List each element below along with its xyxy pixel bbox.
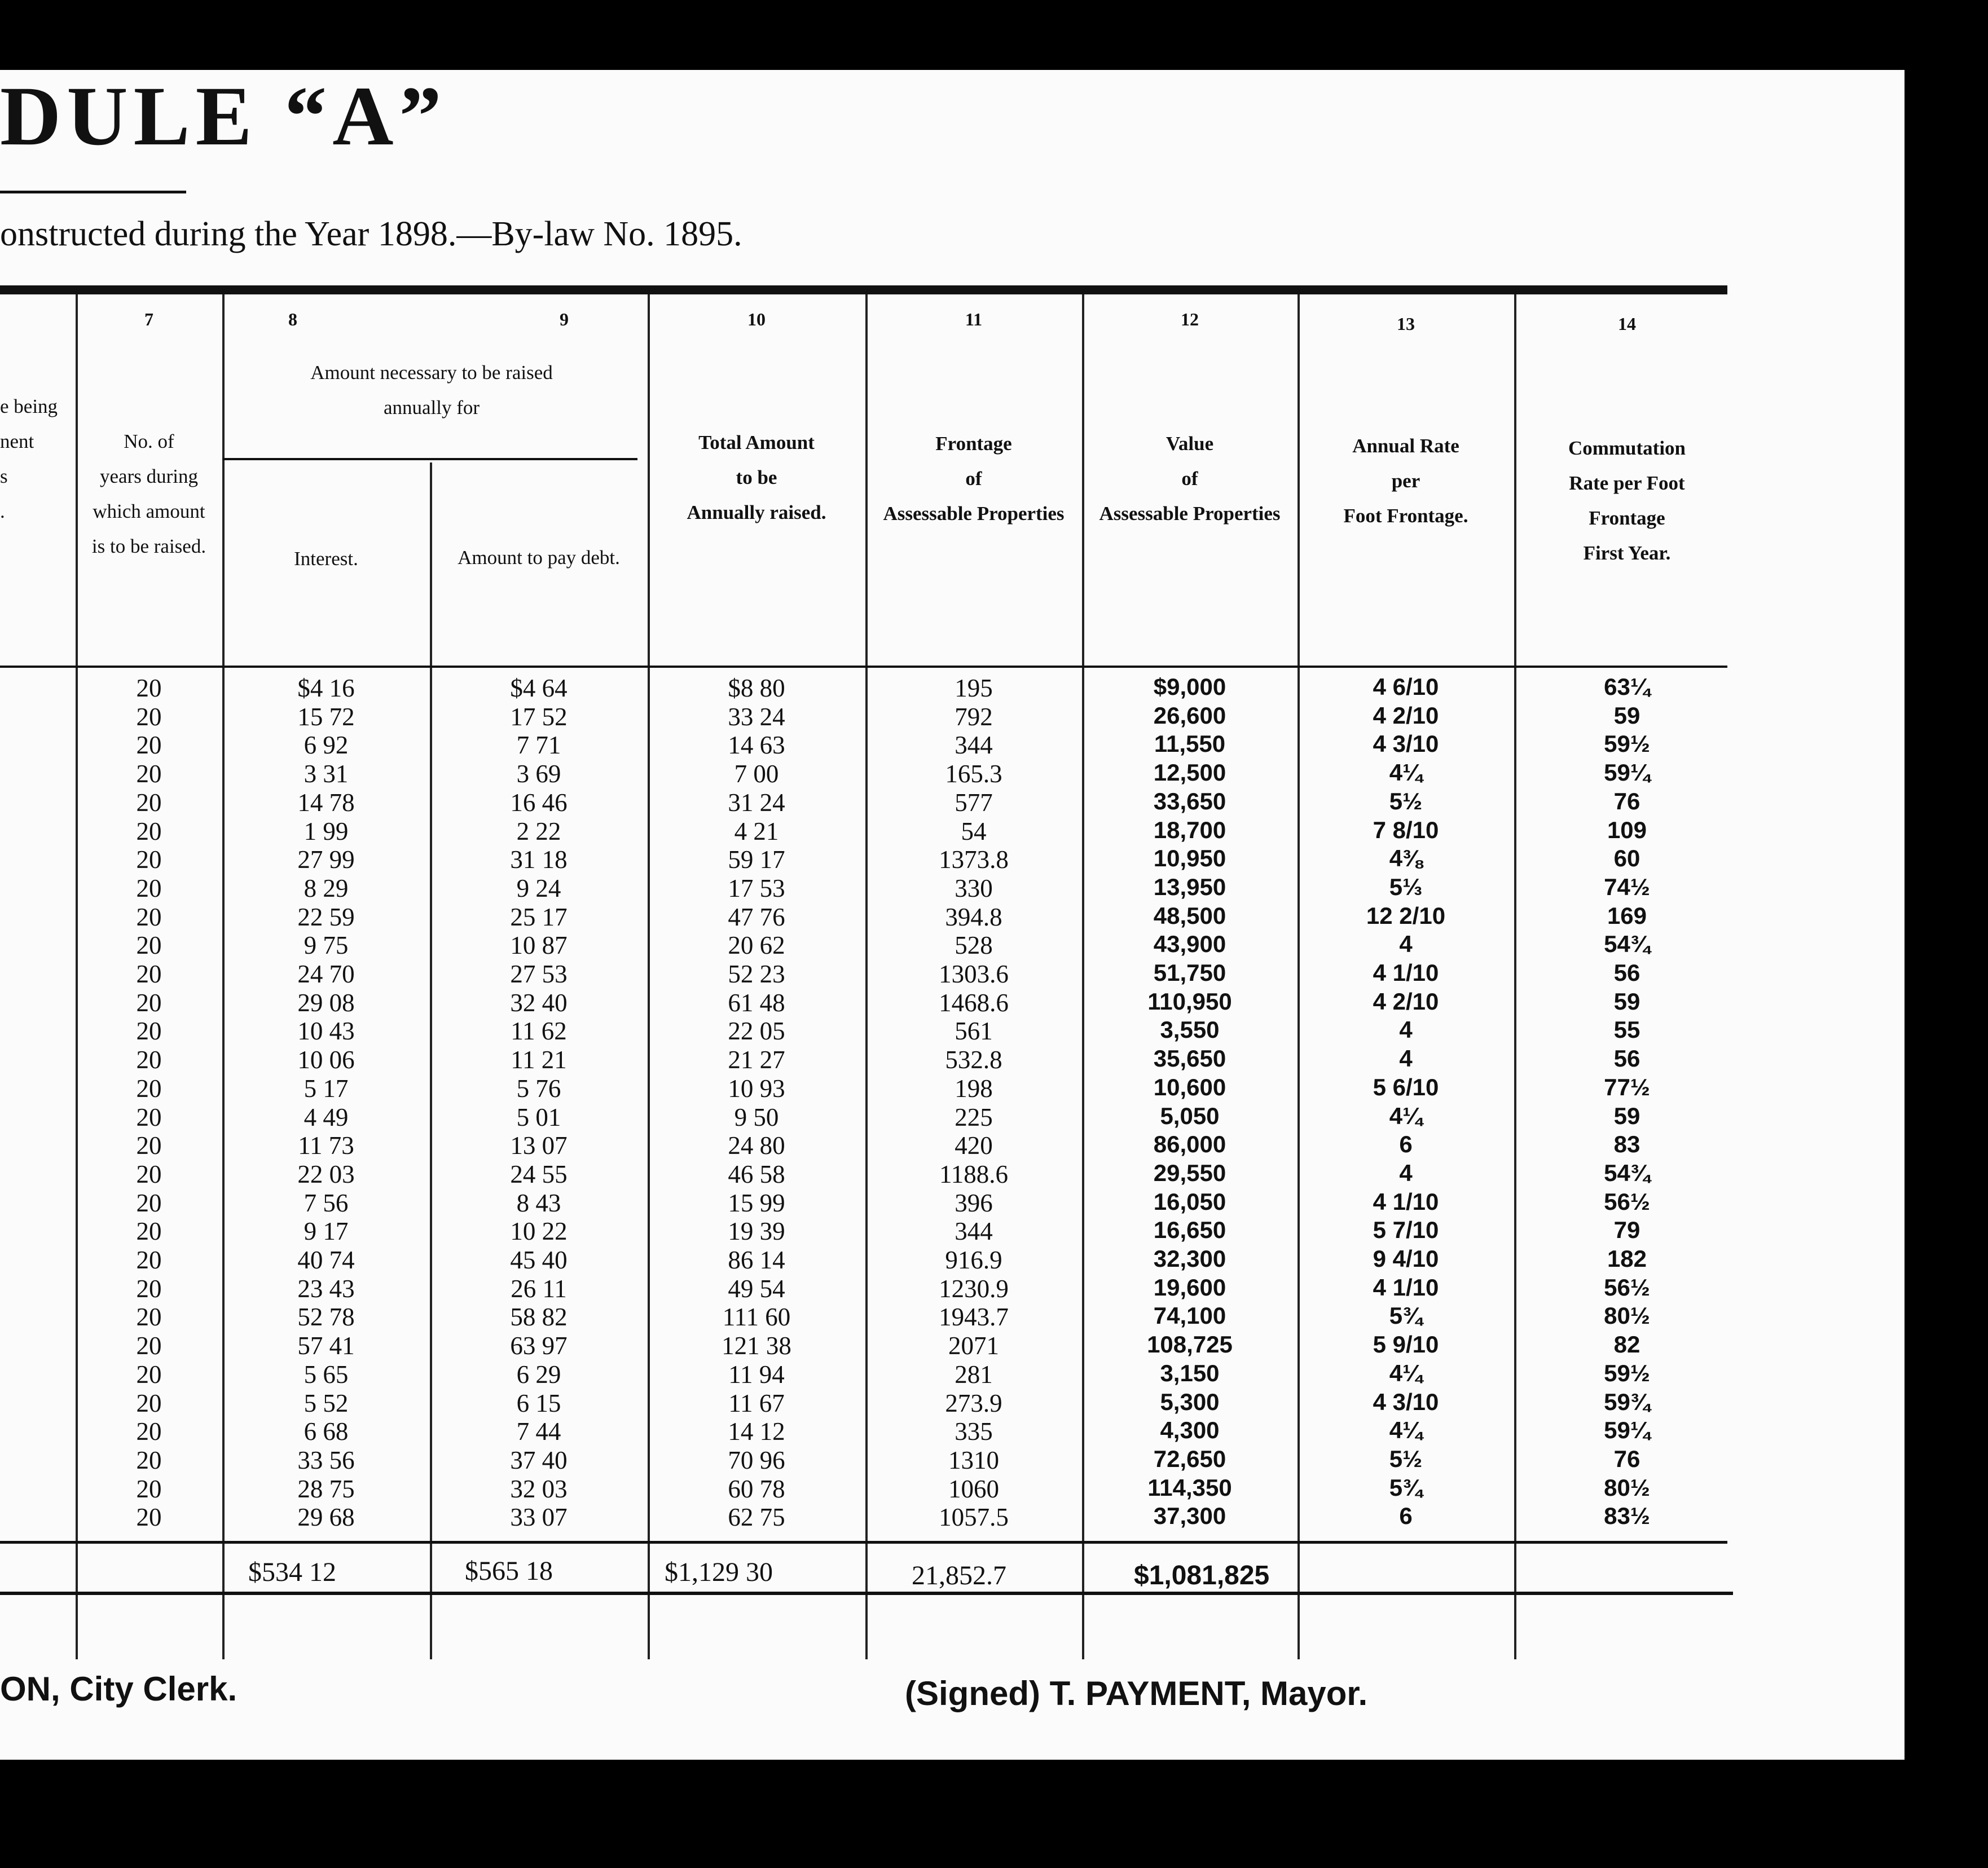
table-cell: 4 bbox=[1399, 931, 1413, 957]
column-number: 10 bbox=[747, 309, 766, 329]
table-cell: 6 15 bbox=[516, 1389, 561, 1417]
table-cell: 86,000 bbox=[1153, 1131, 1226, 1157]
table-cell: 33 24 bbox=[728, 703, 785, 731]
table-cell: 59¼ bbox=[1604, 759, 1650, 786]
table-cell: 4¼ bbox=[1389, 1417, 1423, 1443]
table-cell: 62 75 bbox=[728, 1503, 785, 1531]
table-cell: 7 44 bbox=[516, 1417, 561, 1446]
table-cell: 52 78 bbox=[297, 1303, 355, 1331]
table-cell: 29 08 bbox=[297, 989, 355, 1017]
table-cell: 4 49 bbox=[304, 1103, 349, 1131]
table-cell: 20 bbox=[136, 703, 162, 731]
table-cell: 59 bbox=[1613, 1103, 1640, 1129]
table-cell: 59¼ bbox=[1604, 1417, 1650, 1443]
table-cell: 20 bbox=[136, 674, 162, 702]
table-cell: 6 bbox=[1399, 1503, 1413, 1529]
table-cell: 27 53 bbox=[510, 960, 568, 988]
table-cell: 32,300 bbox=[1153, 1245, 1226, 1272]
table-cell: 58 82 bbox=[510, 1303, 568, 1331]
table-cell: 6 bbox=[1399, 1131, 1413, 1157]
table-cell: 4 3/10 bbox=[1373, 1389, 1439, 1415]
table-cell: 83½ bbox=[1604, 1503, 1650, 1529]
table-cell: 10 43 bbox=[297, 1017, 355, 1045]
table-cell: 109 bbox=[1607, 817, 1647, 843]
table-cell: 5¾ bbox=[1389, 1302, 1423, 1329]
table-cell: 77½ bbox=[1604, 1074, 1650, 1100]
table-cell: 29 68 bbox=[297, 1503, 355, 1531]
table-cell: 22 05 bbox=[728, 1017, 785, 1045]
table-cell: 532.8 bbox=[945, 1046, 1002, 1074]
table-cell: 394.8 bbox=[945, 903, 1002, 931]
table-cell: 63 97 bbox=[510, 1332, 568, 1360]
table-cell: 59 17 bbox=[728, 845, 785, 874]
table-cell: 2071 bbox=[948, 1332, 999, 1360]
table-cell: 22 59 bbox=[297, 903, 355, 931]
table-cell: 20 bbox=[136, 1303, 162, 1331]
table-cell: 59 bbox=[1613, 988, 1640, 1015]
total-frontage: 21,852.7 bbox=[912, 1561, 1006, 1591]
table-cell: 26 11 bbox=[511, 1275, 567, 1303]
column-number: 14 bbox=[1618, 314, 1636, 334]
table-cell: 13,950 bbox=[1153, 874, 1226, 900]
table-cell: 2 22 bbox=[516, 817, 561, 845]
table-cell: 79 bbox=[1613, 1217, 1640, 1243]
table-cell: 4 1/10 bbox=[1373, 1274, 1439, 1301]
table-cell: 11 94 bbox=[728, 1360, 785, 1389]
total-value: $1,081,825 bbox=[1134, 1561, 1270, 1591]
table-cell: 4 bbox=[1399, 1160, 1413, 1186]
table-cell: 25 17 bbox=[510, 903, 568, 931]
table-cell: 4¼ bbox=[1389, 1103, 1423, 1129]
table-cell: 5 65 bbox=[304, 1360, 349, 1389]
table-cell: 5¾ bbox=[1389, 1474, 1423, 1501]
table-cell: 60 78 bbox=[728, 1475, 785, 1503]
table-cell: $4 16 bbox=[297, 674, 355, 702]
table-cell: 24 80 bbox=[728, 1131, 785, 1160]
table-cell: 11 67 bbox=[728, 1389, 785, 1417]
table-cell: 1188.6 bbox=[939, 1160, 1009, 1188]
table-cell: 4⅜ bbox=[1389, 845, 1423, 871]
table-cell: 5,050 bbox=[1160, 1103, 1220, 1129]
table-cell: 24 55 bbox=[510, 1160, 568, 1188]
table-cell: 20 bbox=[136, 1503, 162, 1531]
table-cell: 74,100 bbox=[1153, 1302, 1226, 1329]
table-cell: 76 bbox=[1613, 1446, 1640, 1472]
table-cell: 17 53 bbox=[728, 874, 785, 902]
table-cell: 32 03 bbox=[510, 1475, 568, 1503]
table-cell: 20 bbox=[136, 874, 162, 902]
table-cell: 1303.6 bbox=[939, 960, 1009, 988]
column-number: 11 bbox=[965, 309, 983, 329]
table-cell: 4 bbox=[1399, 1016, 1413, 1043]
table-cell: 420 bbox=[955, 1131, 993, 1160]
table-cell: 18,700 bbox=[1153, 817, 1226, 843]
table-cell: 52 23 bbox=[728, 960, 785, 988]
table-cell: 74½ bbox=[1604, 874, 1650, 900]
table-cell: 7 71 bbox=[516, 731, 561, 759]
table-cell: 20 bbox=[136, 1103, 162, 1131]
table-cell: 12 2/10 bbox=[1366, 902, 1446, 929]
table-cell: 5⅓ bbox=[1389, 874, 1423, 900]
table-cell: 1060 bbox=[948, 1475, 999, 1503]
table-cell: $9,000 bbox=[1153, 673, 1226, 700]
table-cell: 59½ bbox=[1604, 730, 1650, 757]
table-cell: 51,750 bbox=[1153, 959, 1226, 986]
top-thick-rule bbox=[0, 285, 1727, 294]
table-cell: 37 40 bbox=[510, 1446, 568, 1474]
table-cell: 7 56 bbox=[304, 1189, 349, 1217]
table-cell: 4 1/10 bbox=[1373, 959, 1439, 986]
table-cell: 9 17 bbox=[304, 1217, 349, 1245]
table-cell: 10,600 bbox=[1153, 1074, 1226, 1100]
table-cell: 20 bbox=[136, 1189, 162, 1217]
table-cell: 17 52 bbox=[510, 703, 568, 731]
totals-bottom-rule bbox=[0, 1592, 1733, 1595]
table-cell: 15 72 bbox=[297, 703, 355, 731]
table-cell: 1057.5 bbox=[939, 1503, 1009, 1531]
table-cell: 20 bbox=[136, 845, 162, 874]
totals-top-rule bbox=[0, 1541, 1727, 1544]
table-cell: 20 bbox=[136, 960, 162, 988]
table-cell: 56 bbox=[1613, 959, 1640, 986]
table-cell: 4 1/10 bbox=[1373, 1188, 1439, 1215]
table-cell: 43,900 bbox=[1153, 931, 1226, 957]
table-cell: 561 bbox=[955, 1017, 993, 1045]
table-cell: 5½ bbox=[1389, 788, 1423, 814]
table-cell: 20 bbox=[136, 1332, 162, 1360]
table-cell: 29,550 bbox=[1153, 1160, 1226, 1186]
table-cell: 4¼ bbox=[1389, 1360, 1423, 1386]
table-cell: 11 62 bbox=[511, 1017, 567, 1045]
table-cell: 108,725 bbox=[1147, 1331, 1233, 1358]
column-number: 9 bbox=[560, 309, 569, 329]
group-header-rule bbox=[222, 458, 637, 460]
table-cell: 20 bbox=[136, 1246, 162, 1274]
table-cell: 33 07 bbox=[510, 1503, 568, 1531]
table-cell: 9 4/10 bbox=[1373, 1245, 1439, 1272]
table-cell: 59 bbox=[1613, 702, 1640, 729]
table-cell: 4 21 bbox=[734, 817, 779, 845]
table-cell: 10 93 bbox=[728, 1074, 785, 1103]
table-cell: 330 bbox=[955, 874, 993, 902]
table-cell: 4¼ bbox=[1389, 759, 1423, 786]
table-cell: 1230.9 bbox=[939, 1275, 1009, 1303]
table-cell: 20 bbox=[136, 817, 162, 845]
table-cell: 3,550 bbox=[1160, 1016, 1220, 1043]
schedule-subtitle: onstructed during the Year 1898.—By-law No. 1895. bbox=[0, 215, 742, 253]
table-cell: 72,650 bbox=[1153, 1446, 1226, 1472]
table-cell: 20 bbox=[136, 989, 162, 1017]
table-cell: 10 87 bbox=[510, 931, 568, 959]
header-amount-to-pay-debt: Amount to pay debt. bbox=[458, 547, 620, 569]
table-cell: 1373.8 bbox=[939, 845, 1009, 874]
table-cell: 3 69 bbox=[516, 760, 561, 788]
table-cell: 5 9/10 bbox=[1373, 1331, 1439, 1358]
group-header-amount-necessary: Amount necessary to be raised annually for bbox=[310, 362, 553, 418]
table-cell: 16 46 bbox=[510, 788, 568, 817]
table-cell: 5,300 bbox=[1160, 1389, 1220, 1415]
table-cell: 9 24 bbox=[516, 874, 561, 902]
table-cell: 4 3/10 bbox=[1373, 730, 1439, 757]
header-bottom-rule bbox=[0, 666, 1727, 668]
table-cell: 20 bbox=[136, 1475, 162, 1503]
table-cell: 528 bbox=[955, 931, 993, 959]
table-cell: 76 bbox=[1613, 788, 1640, 814]
table-cell: 5 52 bbox=[304, 1389, 349, 1417]
table-cell: 80½ bbox=[1604, 1474, 1650, 1501]
table-cell: 20 62 bbox=[728, 931, 785, 959]
table-cell: 9 50 bbox=[734, 1103, 779, 1131]
table-cell: 792 bbox=[955, 703, 993, 731]
table-cell: 6 68 bbox=[304, 1417, 349, 1446]
table-cell: 20 bbox=[136, 931, 162, 959]
table-cell: 111 60 bbox=[722, 1303, 791, 1331]
table-cell: 70 96 bbox=[728, 1446, 785, 1474]
table-cell: 54¾ bbox=[1604, 931, 1650, 957]
table-cell: 54¾ bbox=[1604, 1160, 1650, 1186]
table-cell: 169 bbox=[1607, 902, 1647, 929]
table-cell: 3 31 bbox=[304, 760, 349, 788]
table-cell: 4,300 bbox=[1160, 1417, 1220, 1443]
table-cell: 23 43 bbox=[297, 1275, 355, 1303]
title-underline bbox=[0, 191, 186, 193]
table-cell: 56 bbox=[1613, 1045, 1640, 1072]
table-cell: 21 27 bbox=[728, 1046, 785, 1074]
table-cell: 13 07 bbox=[510, 1131, 568, 1160]
table-cell: 55 bbox=[1613, 1016, 1640, 1043]
table-cell: 9 75 bbox=[304, 931, 349, 959]
table-cell: 1 99 bbox=[304, 817, 349, 845]
table-cell: 14 12 bbox=[728, 1417, 785, 1446]
table-cell: 20 bbox=[136, 788, 162, 817]
table-cell: 60 bbox=[1613, 845, 1640, 871]
table-cell: 47 76 bbox=[728, 903, 785, 931]
table-cell: $8 80 bbox=[728, 674, 785, 702]
table-cell: 33,650 bbox=[1153, 788, 1226, 814]
table-cell: 20 bbox=[136, 903, 162, 931]
table-cell: 28 75 bbox=[297, 1475, 355, 1503]
table-cell: 4 2/10 bbox=[1373, 988, 1439, 1015]
table-cell: 32 40 bbox=[510, 989, 568, 1017]
table-cell: 59¾ bbox=[1604, 1389, 1650, 1415]
header-years: No. of years during which amount is to be raised. bbox=[91, 430, 206, 557]
column-number: 8 bbox=[288, 309, 297, 329]
table-cell: 916.9 bbox=[945, 1246, 1002, 1274]
table-cell: 165.3 bbox=[945, 760, 1002, 788]
table-cell: 10 22 bbox=[510, 1217, 568, 1245]
total-debt: $565 18 bbox=[465, 1556, 553, 1586]
table-cell: 11,550 bbox=[1154, 730, 1226, 757]
table-cell: 4 2/10 bbox=[1373, 702, 1439, 729]
table-cell: 20 bbox=[136, 1074, 162, 1103]
table-cell: 6 29 bbox=[516, 1360, 561, 1389]
table-cell: 20 bbox=[136, 1389, 162, 1417]
city-clerk-signature: ON, City Clerk. bbox=[0, 1670, 237, 1708]
table-cell: 20 bbox=[136, 1017, 162, 1045]
table-cell: 8 43 bbox=[516, 1189, 561, 1217]
table-cell: 20 bbox=[136, 731, 162, 759]
table-cell: 86 14 bbox=[728, 1246, 785, 1274]
table-cell: 15 99 bbox=[728, 1189, 785, 1217]
header-total-amount: Total Amount to be Annually raised. bbox=[687, 431, 826, 523]
table-cell: 56½ bbox=[1604, 1274, 1650, 1301]
table-cell: 16,650 bbox=[1153, 1217, 1226, 1243]
table-cell: 27 99 bbox=[297, 845, 355, 874]
table-cell: 59½ bbox=[1604, 1360, 1650, 1386]
table-cell: 5 7/10 bbox=[1373, 1217, 1439, 1243]
table-cell: 273.9 bbox=[945, 1389, 1002, 1417]
table-cell: 20 bbox=[136, 760, 162, 788]
table-cell: 49 54 bbox=[728, 1275, 785, 1303]
table-cell: 5½ bbox=[1389, 1446, 1423, 1472]
table-cell: 577 bbox=[955, 788, 993, 817]
table-cell: 10,950 bbox=[1153, 845, 1226, 871]
column-number: 13 bbox=[1397, 314, 1415, 334]
table-cell: 396 bbox=[955, 1189, 993, 1217]
table-cell: 114,350 bbox=[1147, 1474, 1232, 1501]
table-cell: 7 8/10 bbox=[1373, 817, 1439, 843]
total-annual-amount: $1,129 30 bbox=[665, 1557, 773, 1587]
table-cell: 6 92 bbox=[304, 731, 349, 759]
table-cell: 344 bbox=[955, 1217, 993, 1245]
table-cell: 11 73 bbox=[298, 1131, 354, 1160]
table-cell: 24 70 bbox=[297, 960, 355, 988]
table-cell: 344 bbox=[955, 731, 993, 759]
table-cell: 20 bbox=[136, 1046, 162, 1074]
table-cell: 82 bbox=[1613, 1331, 1640, 1358]
table-cell: 31 24 bbox=[728, 788, 785, 817]
table-cell: 14 63 bbox=[728, 731, 785, 759]
table-cell: 20 bbox=[136, 1275, 162, 1303]
table-cell: 14 78 bbox=[297, 788, 355, 817]
table-cell: 83 bbox=[1613, 1131, 1640, 1157]
table-cell: 46 58 bbox=[728, 1160, 785, 1188]
table-cell: 4 bbox=[1399, 1045, 1413, 1072]
table-cell: 20 bbox=[136, 1131, 162, 1160]
table-cell: 1310 bbox=[948, 1446, 999, 1474]
table-cell: 110,950 bbox=[1147, 988, 1232, 1015]
table-cell: 5 76 bbox=[516, 1074, 561, 1103]
mayor-signature: (Signed) T. PAYMENT, Mayor. bbox=[905, 1675, 1368, 1712]
table-cell: 12,500 bbox=[1153, 759, 1226, 786]
table-cell: 11 21 bbox=[511, 1046, 567, 1074]
table-cell: 20 bbox=[136, 1217, 162, 1245]
table-cell: 20 bbox=[136, 1417, 162, 1446]
header-commutation-rate: Commutation Rate per Foot Frontage First Year. bbox=[1568, 437, 1686, 564]
table-cell: 22 03 bbox=[297, 1160, 355, 1188]
table-cell: 16,050 bbox=[1153, 1188, 1226, 1215]
table-cell: 57 41 bbox=[297, 1332, 355, 1360]
table-cell: 1468.6 bbox=[939, 989, 1009, 1017]
table-cell: 121 38 bbox=[722, 1332, 791, 1360]
table-cell: 335 bbox=[955, 1417, 993, 1446]
header-value: Value of Assessable Properties bbox=[1099, 433, 1281, 525]
header-annual-rate: Annual Rate per Foot Frontage. bbox=[1343, 435, 1468, 527]
table-cell: 54 bbox=[961, 817, 987, 845]
table-cell: 61 48 bbox=[728, 989, 785, 1017]
header-interest: Interest. bbox=[294, 548, 358, 570]
table-cell: 182 bbox=[1607, 1245, 1647, 1272]
table-cell: 225 bbox=[955, 1103, 993, 1131]
table-cell: 5 6/10 bbox=[1373, 1074, 1439, 1100]
table-cell: 26,600 bbox=[1153, 702, 1226, 729]
table-cell: 35,650 bbox=[1153, 1045, 1226, 1072]
table-cell: 31 18 bbox=[510, 845, 568, 874]
table-cell: 4 6/10 bbox=[1373, 673, 1439, 700]
schedule-title: DULE “A” bbox=[0, 69, 447, 163]
table-cell: 5 17 bbox=[304, 1074, 349, 1103]
table-cell: 19,600 bbox=[1153, 1274, 1226, 1301]
table-cell: $4 64 bbox=[510, 674, 568, 702]
table-cell: 7 00 bbox=[734, 760, 779, 788]
table-cell: 20 bbox=[136, 1360, 162, 1389]
table-cell: 37,300 bbox=[1153, 1503, 1226, 1529]
table-cell: 281 bbox=[955, 1360, 993, 1389]
table-cell: 20 bbox=[136, 1446, 162, 1474]
table-cell: 45 40 bbox=[510, 1246, 568, 1274]
table-cell: 19 39 bbox=[728, 1217, 785, 1245]
table-cell: 1943.7 bbox=[939, 1303, 1009, 1331]
partial-left-header: e being nent s . bbox=[0, 395, 58, 522]
table-cell: 8 29 bbox=[304, 874, 349, 902]
table-cell: 63¼ bbox=[1604, 673, 1650, 700]
table-cell: 10 06 bbox=[297, 1046, 355, 1074]
table-cell: 198 bbox=[955, 1074, 993, 1103]
column-number: 12 bbox=[1181, 309, 1199, 329]
header-frontage: Frontage of Assessable Properties bbox=[883, 433, 1065, 525]
table-cell: 3,150 bbox=[1160, 1360, 1220, 1386]
table-cell: 33 56 bbox=[297, 1446, 355, 1474]
table-cell: 195 bbox=[955, 674, 993, 702]
table-cell: 20 bbox=[136, 1160, 162, 1188]
total-interest: $534 12 bbox=[248, 1557, 336, 1587]
column-number: 7 bbox=[144, 309, 153, 329]
table-cell: 40 74 bbox=[297, 1246, 355, 1274]
table-cell: 5 01 bbox=[516, 1103, 561, 1131]
table-cell: 48,500 bbox=[1153, 902, 1226, 929]
table-cell: 80½ bbox=[1604, 1302, 1650, 1329]
table-cell: 56½ bbox=[1604, 1188, 1650, 1215]
